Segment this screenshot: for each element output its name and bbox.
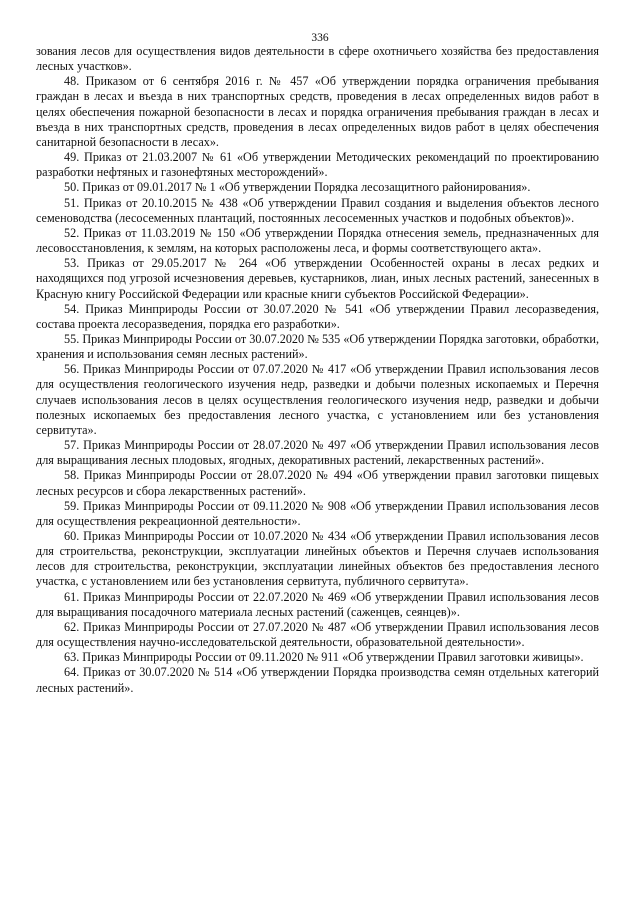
paragraph-item-56: 56. Приказ Минприроды России от 07.07.2020 № 417 «Об утверждении Правил использования лесов для осуществления геологического изучения недр, разведки и добычи полезных ископаемых и Перечня случаев использования лесов в целях осуществления геологического изучения недр, разведки и добычи полезных ископаемых без предоставления лесного участка, с установлением или без установления сервитута». — [36, 362, 599, 437]
paragraph-item-61: 61. Приказ Минприроды России от 22.07.2020 № 469 «Об утверждении Правил использования лесов для выращивания посадочного материала лесных растений (саженцев, сеянцев)». — [36, 589, 599, 619]
paragraph-item-51: 51. Приказ от 20.10.2015 № 438 «Об утверждении Правил создания и выделения объектов лесного семеноводства (лесосеменных плантаций, постоянных лесосеменных участков и подобных объектов)». — [36, 195, 599, 225]
paragraph-item-59: 59. Приказ Минприроды России от 09.11.2020 № 908 «Об утверждении Правил использования лесов для осуществления рекреационной деятельности». — [36, 498, 599, 528]
paragraph-item-63: 63. Приказ Минприроды России от 09.11.2020 № 911 «Об утверждении Правил заготовки живицы». — [64, 650, 584, 665]
paragraph-item-64: 64. Приказ от 30.07.2020 № 514 «Об утверждении Порядка производства семян отдельных категорий лесных растений». — [36, 665, 599, 695]
paragraph-item-53: 53. Приказ от 29.05.2017 № 264 «Об утверждении Особенностей охраны в лесах редких и находящихся под угрозой исчезновения деревьев, кустарников, лиан, иных лесных растений, занесенных в Красную книгу Российской Федерации или красные книги субъектов Российской Федерации». — [36, 256, 599, 301]
document-body — [36, 44, 599, 696]
paragraph-item-57: 57. Приказ Минприроды России от 28.07.2020 № 497 «Об утверждении Правил использования лесов для выращивания лесных плодовых, ягодных, декоративных растений, лекарственных растений». — [36, 438, 599, 468]
paragraph-item-52: 52. Приказ от 11.03.2019 № 150 «Об утверждении Порядка отнесения земель, предназначенных для лесовосстановления, к землям, на которых расположены леса, и формы соответствующего акта». — [36, 225, 599, 256]
paragraph-item-48: 48. Приказом от 6 сентября 2016 г. № 457 «Об утверждении порядка ограничения пребывания граждан в лесах и въезда в них транспортных средств, проведения в лесах определенных видов работ в целях обеспечения пожарной безопасности в лесах и порядка ограничения пребывания граждан в лесах и въезда в них транспортных средств, проведения в лесах определенных видов работ в целях обеспечения санитарной безопасности в лесах». — [36, 74, 599, 149]
paragraph-item-49: 49. Приказ от 21.03.2007 № 61 «Об утверждении Методических рекомендаций по проектированию разработки нефтяных и газонефтяных месторождений». — [36, 150, 599, 180]
paragraph-item-62: 62. Приказ Минприроды России от 27.07.2020 № 487 «Об утверждении Правил использования лесов для осуществления научно-исследовательской деятельности, образовательной деятельности». — [36, 619, 599, 650]
paragraph-item-50: 50. Приказ от 09.01.2017 № 1 «Об утверждении Порядка лесозащитного районирования». — [64, 180, 531, 195]
paragraph-item-58: 58. Приказ Минприроды России от 28.07.2020 № 494 «Об утверждении правил заготовки пищевых лесных ресурсов и сбора лекарственных растений». — [36, 468, 599, 498]
paragraph-continuation: зования лесов для осуществления видов деятельности в сфере охотничьего хозяйства без предоставления лесных участков». — [36, 44, 599, 74]
paragraph-item-55: 55. Приказ Минприроды России от 30.07.2020 № 535 «Об утверждении Порядка заготовки, обработки, хранения и использования семян лесных растений». — [36, 331, 599, 362]
paragraph-item-60: 60. Приказ Минприроды России от 10.07.2020 № 434 «Об утверждении Правил использования лесов для строительства, реконструкции, эксплуатации линейных объектов и Перечня случаев использования лесов для строительства, реконструкции, эксплуатации линейных объектов без предоставления лесного участка, с установлением или без установления сервитута, публичного сервитута». — [36, 529, 599, 589]
paragraph-item-54: 54. Приказ Минприроды России от 30.07.2020 № 541 «Об утверждении Правил лесоразведения, состава проекта лесоразведения, порядка его разработки». — [36, 301, 599, 331]
page-number: 336 — [311, 32, 329, 44]
